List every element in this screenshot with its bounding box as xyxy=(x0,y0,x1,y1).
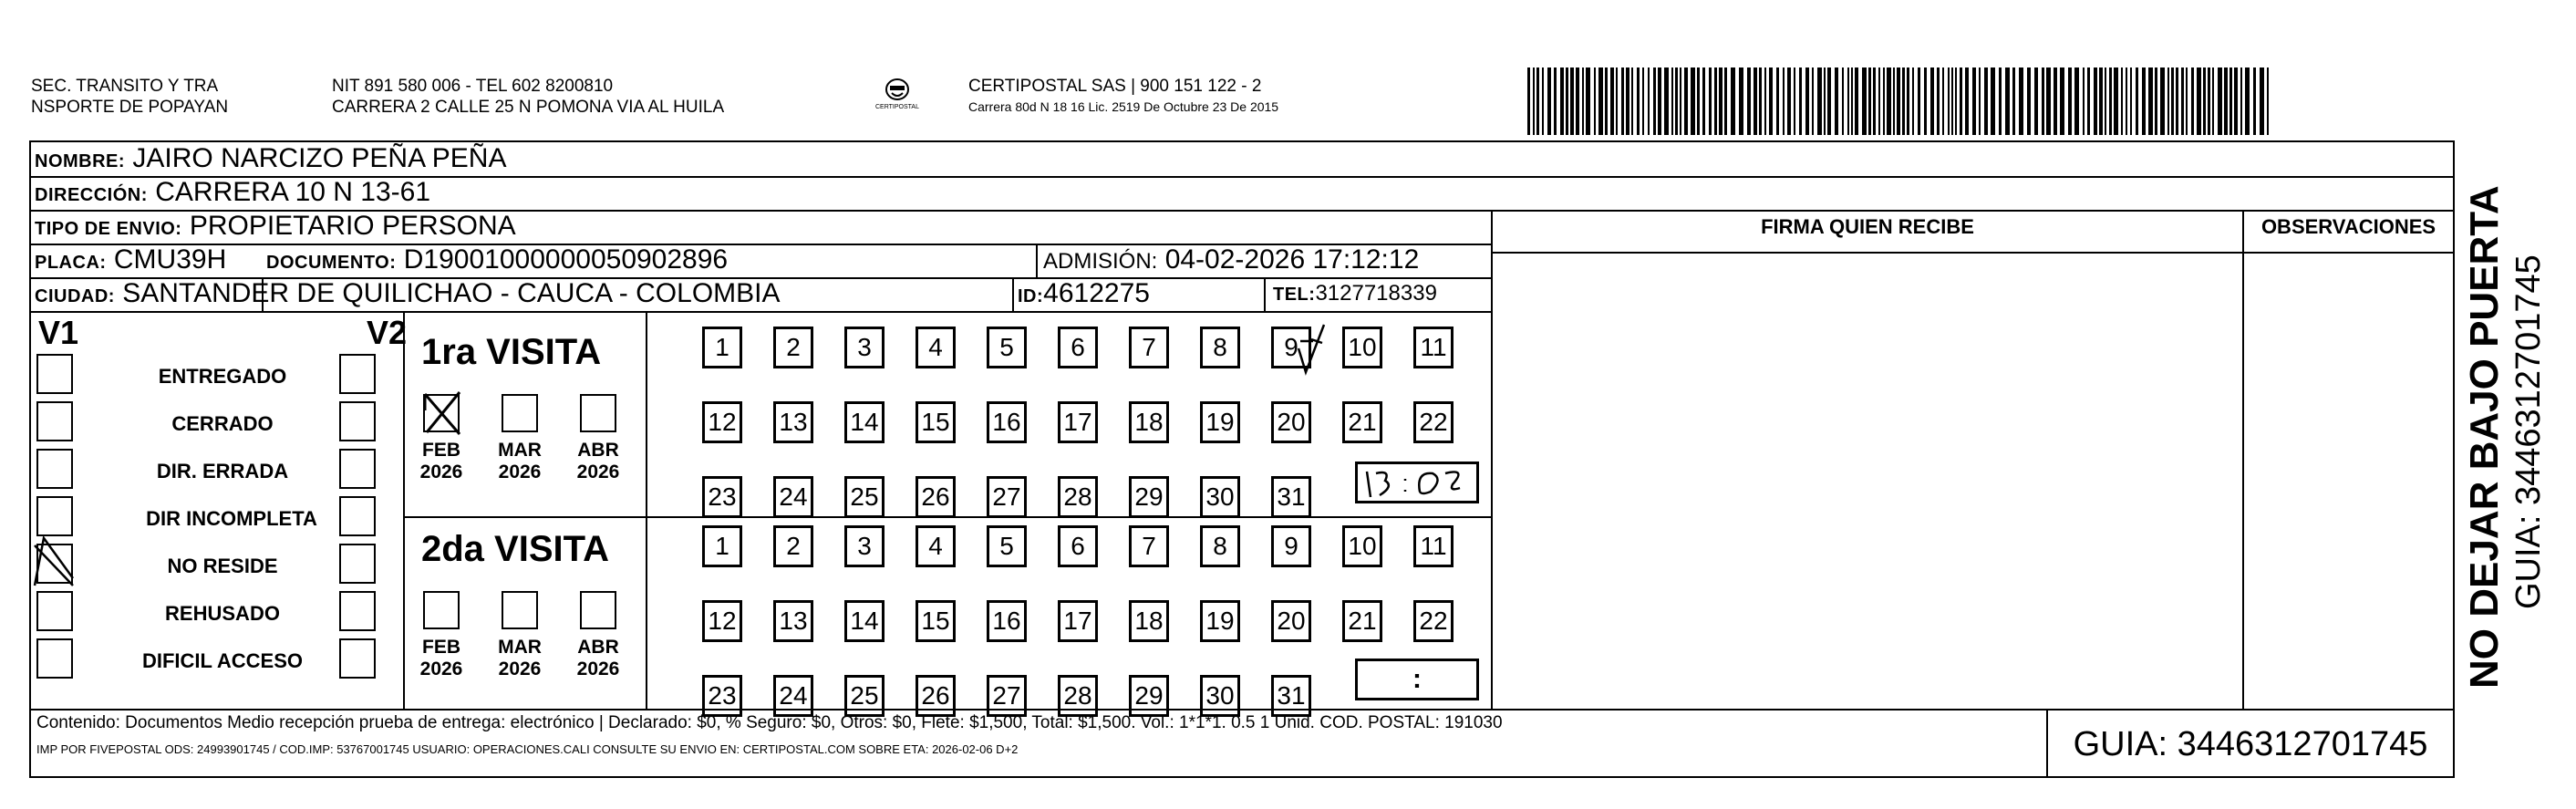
carrier-info xyxy=(968,76,1278,118)
option-no-reside: NO RESIDE xyxy=(167,555,278,577)
footer-meta: IMP POR FIVEPOSTAL ODS: 24993901745 / COD.IMP: 53767001745 USUARIO: OPERACIONES.CALI CONSULTE SU ENVIO EN: CERTIPOSTAL.COM SOBRE ETA: 2026-02-06 D+2 xyxy=(36,742,1019,756)
visit2-abr-label: ABR 2026 xyxy=(576,637,620,679)
v2-checkbox-entregado[interactable] xyxy=(339,354,376,394)
visit2-feb-label: FEB 2026 xyxy=(419,637,463,679)
visit1-feb-label: FEB 2026 xyxy=(419,440,463,482)
name-label: NOMBRE: xyxy=(35,151,126,171)
visit1-day-29-box[interactable]: 29 xyxy=(1129,476,1169,518)
admission-label: ADMISIÓN: xyxy=(1043,249,1158,274)
document-value: D19001000000050902896 xyxy=(403,244,729,275)
name-row xyxy=(35,142,506,178)
visit2-day-16-box[interactable]: 16 xyxy=(987,600,1027,642)
visit2-day-2-box[interactable]: 2 xyxy=(773,525,813,567)
handwritten-time-icon xyxy=(1358,464,1476,501)
side-guia-text: GUIA: 3446312701745 xyxy=(2509,254,2548,609)
visit1-day-13-box[interactable]: 13 xyxy=(773,401,813,443)
first-visit-title: 1ra VISITA xyxy=(421,332,602,372)
visit2-day-18-box[interactable]: 18 xyxy=(1129,600,1169,642)
carrier-line1: CERTIPOSTAL SAS | 900 151 122 - 2 xyxy=(968,77,1262,96)
checkmark-icon xyxy=(421,390,458,429)
visit1-day-21-box[interactable]: 21 xyxy=(1342,401,1382,443)
visit1-abr-label: ABR 2026 xyxy=(576,440,620,482)
observations-label: OBSERVACIONES xyxy=(2260,215,2436,238)
visit1-day-1-box[interactable]: 1 xyxy=(702,327,742,368)
shipment-type: PROPIETARIO PERSONA xyxy=(189,211,516,241)
option-dir-errada: DIR. ERRADA xyxy=(156,460,289,482)
visit1-month-abr-checkbox[interactable] xyxy=(580,394,616,432)
document-label: DOCUMENTO: xyxy=(266,253,397,273)
visit2-day-19-box[interactable]: 19 xyxy=(1200,600,1240,642)
option-entregado: ENTREGADO xyxy=(158,365,287,388)
visit2-day-12-box[interactable]: 12 xyxy=(702,600,742,642)
tel-label: TEL: xyxy=(1273,285,1316,305)
carrier-line2: Carrera 80d N 18 16 Lic. 2519 De Octubre 23 De 2015 xyxy=(968,99,1279,114)
city-row xyxy=(35,277,781,313)
observations-area[interactable] xyxy=(2244,254,2453,709)
v2-checkbox-dir-errada[interactable] xyxy=(339,449,376,489)
sender-line2: NSPORTE DE POPAYAN xyxy=(31,98,229,117)
visit1-month-mar-checkbox[interactable] xyxy=(502,394,538,432)
sender-address: CARRERA 2 CALLE 25 N POMONA VIA AL HUILA xyxy=(332,98,725,117)
checkmark-icon xyxy=(33,533,69,573)
visit1-day-22-box[interactable]: 22 xyxy=(1413,401,1454,443)
shipping-form xyxy=(29,140,2455,778)
type-row xyxy=(35,210,516,245)
visit2-day-4-box[interactable]: 4 xyxy=(916,525,956,567)
visit2-mar-label: MAR 2026 xyxy=(498,637,542,679)
city-value: SANTANDER DE QUILICHAO - CAUCA - COLOMBIA xyxy=(122,278,781,308)
visit1-day-15-box[interactable]: 15 xyxy=(916,401,956,443)
visit1-day-9-box[interactable]: 9 xyxy=(1271,327,1311,368)
v1-checkbox-dir-errada[interactable] xyxy=(36,449,73,489)
second-visit-title: 2da VISITA xyxy=(421,529,609,569)
visit2-day-10-box[interactable]: 10 xyxy=(1342,525,1382,567)
city-label: CIUDAD: xyxy=(35,286,115,306)
visit2-day-25-box[interactable]: 25 xyxy=(844,675,885,717)
type-label: TIPO DE ENVIO: xyxy=(35,219,182,239)
visit1-day-18-box[interactable]: 18 xyxy=(1129,401,1169,443)
plate-value: CMU39H xyxy=(113,244,227,275)
tel-value: 3127718339 xyxy=(1315,281,1437,306)
visit1-day-27-box[interactable]: 27 xyxy=(987,476,1027,518)
visit1-day-10-box[interactable]: 10 xyxy=(1342,327,1382,368)
visit2-month-mar-checkbox[interactable] xyxy=(502,591,538,629)
v2-checkbox-no-reside[interactable] xyxy=(339,544,376,584)
visit1-day-26-box[interactable]: 26 xyxy=(916,476,956,518)
visit1-day-24-box[interactable]: 24 xyxy=(773,476,813,518)
logo-icon xyxy=(868,77,926,119)
visit2-day-5-box[interactable]: 5 xyxy=(987,525,1027,567)
signature-area[interactable] xyxy=(1493,254,2242,709)
v1-checkbox-cerrado[interactable] xyxy=(36,401,73,441)
visit2-month-feb-checkbox[interactable] xyxy=(423,591,460,629)
option-dificil-acceso: DIFICIL ACCESO xyxy=(141,649,303,672)
v1-checkbox-dificil-acceso[interactable] xyxy=(36,638,73,679)
footer-contents: Contenido: Documentos Medio recepción prueba de entrega: electrónico | Declarado: $0, % Seguro: $0, Otros: $0, Flete: $1,500, Total: $1,500. Vol.: 1*1*1. 0.5 1 Unid. COD. POSTAL: 191030 xyxy=(36,713,1503,732)
plate-row xyxy=(35,244,226,279)
document-row xyxy=(266,244,728,279)
v2-checkbox-dificil-acceso[interactable] xyxy=(339,638,376,679)
visit2-day-13-box[interactable]: 13 xyxy=(773,600,813,642)
visit1-day-11-box[interactable]: 11 xyxy=(1413,327,1454,368)
visit1-day-3-box[interactable]: 3 xyxy=(844,327,885,368)
visit1-day-25-box[interactable]: 25 xyxy=(844,476,885,518)
visit2-day-28-box[interactable]: 28 xyxy=(1058,675,1098,717)
id-label: ID: xyxy=(1018,286,1044,306)
visit2-day-30-box[interactable]: 30 xyxy=(1200,675,1240,717)
v2-checkbox-rehusado[interactable] xyxy=(339,591,376,631)
visit1-day-2-box[interactable]: 2 xyxy=(773,327,813,368)
visit1-day-31-box[interactable]: 31 xyxy=(1271,476,1311,518)
v2-checkbox-cerrado[interactable] xyxy=(339,401,376,441)
visit2-day-9-box[interactable]: 9 xyxy=(1271,525,1311,567)
visit1-day-8-box[interactable]: 8 xyxy=(1200,327,1240,368)
logo-text: CERTIPOSTAL xyxy=(875,104,919,110)
visit1-day-14-box[interactable]: 14 xyxy=(844,401,885,443)
visit1-day-17-box[interactable]: 17 xyxy=(1058,401,1098,443)
admission-value: 04-02-2026 17:12:12 xyxy=(1164,244,1420,275)
visit1-day-12-box[interactable]: 12 xyxy=(702,401,742,443)
visit2-day-1-box[interactable]: 1 xyxy=(702,525,742,567)
v1-checkbox-rehusado[interactable] xyxy=(36,591,73,631)
visit2-day-23-box[interactable]: 23 xyxy=(702,675,742,717)
day-check-mark-icon xyxy=(1297,321,1342,376)
recipient-name: JAIRO NARCIZO PEÑA PEÑA xyxy=(132,143,507,173)
visit2-day-6-box[interactable]: 6 xyxy=(1058,525,1098,567)
v1-checkbox-entregado[interactable] xyxy=(36,354,73,394)
barcode-graphic xyxy=(1527,67,2275,135)
visit2-day-26-box[interactable]: 26 xyxy=(916,675,956,717)
footer-guia-number: GUIA: 3446312701745 xyxy=(2073,725,2428,763)
id-row xyxy=(1018,277,1150,313)
receiver-signature-label: FIRMA QUIEN RECIBE xyxy=(1761,215,1974,238)
visit1-time-box[interactable] xyxy=(1355,462,1479,503)
v2-checkbox-dir-incompleta[interactable] xyxy=(339,496,376,536)
certipostal-logo xyxy=(868,77,926,119)
visit2-day-20-box[interactable]: 20 xyxy=(1271,600,1311,642)
visit1-day-16-box[interactable]: 16 xyxy=(987,401,1027,443)
v1-label: V1 xyxy=(38,314,79,351)
sender-line1: SEC. TRANSITO Y TRA xyxy=(31,77,219,96)
address-row xyxy=(35,176,430,212)
visit1-day-19-box[interactable]: 19 xyxy=(1200,401,1240,443)
admission-row xyxy=(1043,244,1419,278)
option-dir-incompleta: DIR INCOMPLETA xyxy=(146,507,317,530)
visit2-time-box[interactable]: : xyxy=(1355,659,1479,700)
visit1-day-30-box[interactable]: 30 xyxy=(1200,476,1240,518)
sender-info xyxy=(332,76,724,118)
visit1-day-4-box[interactable]: 4 xyxy=(916,327,956,368)
visit2-day-14-box[interactable]: 14 xyxy=(844,600,885,642)
id-value: 4612275 xyxy=(1043,278,1150,308)
visit1-day-20-box[interactable]: 20 xyxy=(1271,401,1311,443)
side-warning-text: NO DEJAR BAJO PUERTA xyxy=(2462,185,2507,689)
visit1-month-feb-checkbox[interactable] xyxy=(423,394,460,432)
visit2-month-abr-checkbox[interactable] xyxy=(580,591,616,629)
tel-row xyxy=(1273,277,1437,311)
v1-checkbox-no-reside[interactable] xyxy=(36,544,73,584)
visit1-day-5-box[interactable]: 5 xyxy=(987,327,1027,368)
visit2-day-11-box[interactable]: 11 xyxy=(1413,525,1454,567)
visit2-day-7-box[interactable]: 7 xyxy=(1129,525,1169,567)
plate-label: PLACA: xyxy=(35,253,107,273)
option-rehusado: REHUSADO xyxy=(165,602,280,625)
v2-label: V2 xyxy=(367,314,408,351)
visit1-day-6-box[interactable]: 6 xyxy=(1058,327,1098,368)
visit2-day-24-box[interactable]: 24 xyxy=(773,675,813,717)
visit1-mar-label: MAR 2026 xyxy=(498,440,542,482)
recipient-address: CARRERA 10 N 13-61 xyxy=(155,177,431,207)
visit2-day-3-box[interactable]: 3 xyxy=(844,525,885,567)
visit2-day-17-box[interactable]: 17 xyxy=(1058,600,1098,642)
visit1-day-23-box[interactable]: 23 xyxy=(702,476,742,518)
visit2-day-27-box[interactable]: 27 xyxy=(987,675,1027,717)
option-cerrado: CERRADO xyxy=(171,412,274,435)
visit2-day-29-box[interactable]: 29 xyxy=(1129,675,1169,717)
sender-name xyxy=(31,76,228,118)
sender-nit: NIT 891 580 006 - TEL 602 8200810 xyxy=(332,77,614,96)
visit2-day-15-box[interactable]: 15 xyxy=(916,600,956,642)
visit1-day-28-box[interactable]: 28 xyxy=(1058,476,1098,518)
barcode-icon xyxy=(1527,67,2275,135)
address-label: DIRECCIÓN: xyxy=(35,185,148,205)
visit1-day-7-box[interactable]: 7 xyxy=(1129,327,1169,368)
visit2-day-8-box[interactable]: 8 xyxy=(1200,525,1240,567)
visit2-day-21-box[interactable]: 21 xyxy=(1342,600,1382,642)
visit2-day-22-box[interactable]: 22 xyxy=(1413,600,1454,642)
v1-checkbox-dir-incompleta[interactable] xyxy=(36,496,73,536)
visit2-day-31-box[interactable]: 31 xyxy=(1271,675,1311,717)
